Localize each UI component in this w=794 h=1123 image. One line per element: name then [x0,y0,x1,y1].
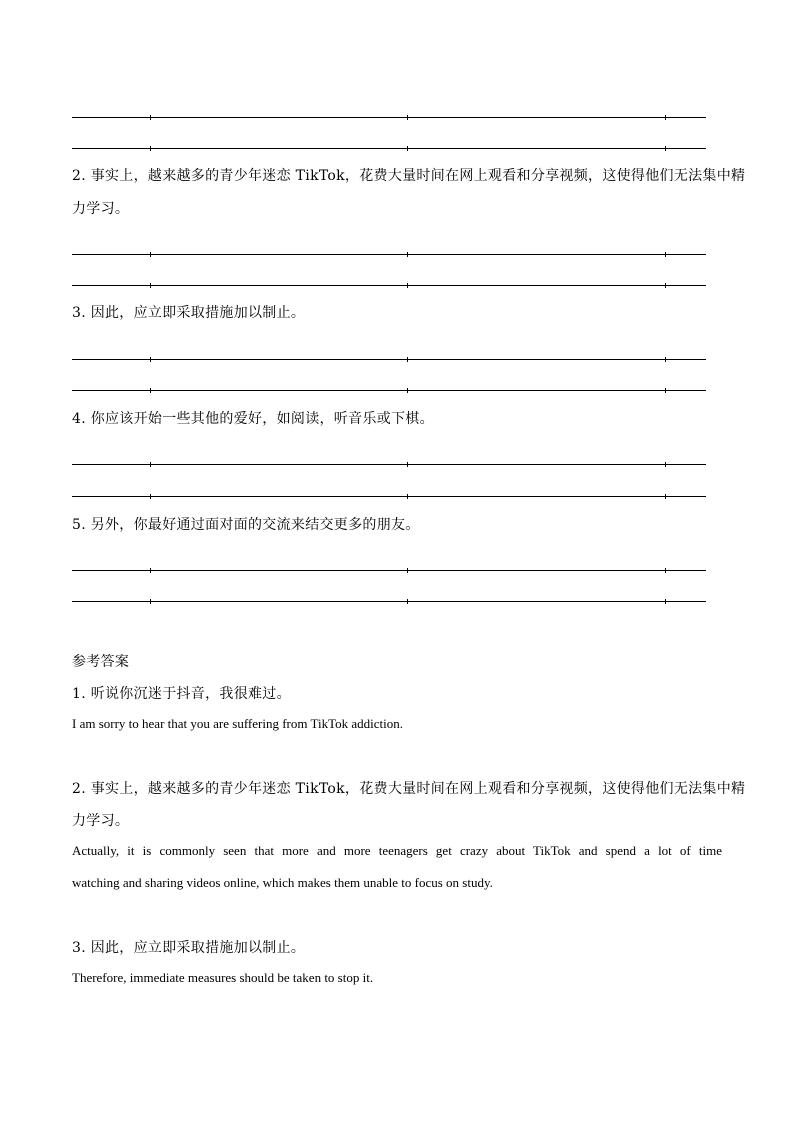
writing-line [72,285,706,286]
answer-1-chinese: 1. 听说你沉迷于抖音，我很难过。 [72,686,291,702]
question-5: 5. 另外，你最好通过面对面的交流来结交更多的朋友。 [72,517,420,533]
answer-1-english: I am sorry to hear that you are suffering from TikTok addiction. [72,716,404,731]
writing-line [72,148,706,149]
writing-line [72,464,706,465]
answers-heading: 参考答案 [72,654,130,670]
question-4: 4. 你应该开始一些其他的爱好，如阅读，听音乐或下棋。 [72,411,434,427]
question-3: 3. 因此，应立即采取措施加以制止。 [72,305,306,321]
writing-line [72,254,706,255]
question-2-line-1: 2. 事实上，越来越多的青少年迷恋 TikTok，花费大量时间在网上观看和分享视频，这使得他们无法集中精 [72,168,746,184]
writing-line [72,117,706,118]
writing-line [72,359,706,360]
answer-2-chinese-line-2: 力学习。 [72,813,130,829]
answer-2-english-line-2: watching and sharing videos online, which makes them unable to focus on study. [72,875,493,890]
answer-2-chinese-line-1: 2. 事实上，越来越多的青少年迷恋 TikTok，花费大量时间在网上观看和分享视频，这使得他们无法集中精 [72,781,746,797]
writing-line [72,570,706,571]
answer-2-english-line-1: Actually, it is commonly seen that more and more teenagers get crazy about TikTok and spend a lot of time [72,843,722,858]
answer-3-chinese: 3. 因此，应立即采取措施加以制止。 [72,940,306,956]
writing-line [72,601,706,602]
writing-line [72,496,706,497]
writing-line [72,390,706,391]
question-2-line-2: 力学习。 [72,201,130,217]
answer-3-english: Therefore, immediate measures should be taken to stop it. [72,970,374,985]
